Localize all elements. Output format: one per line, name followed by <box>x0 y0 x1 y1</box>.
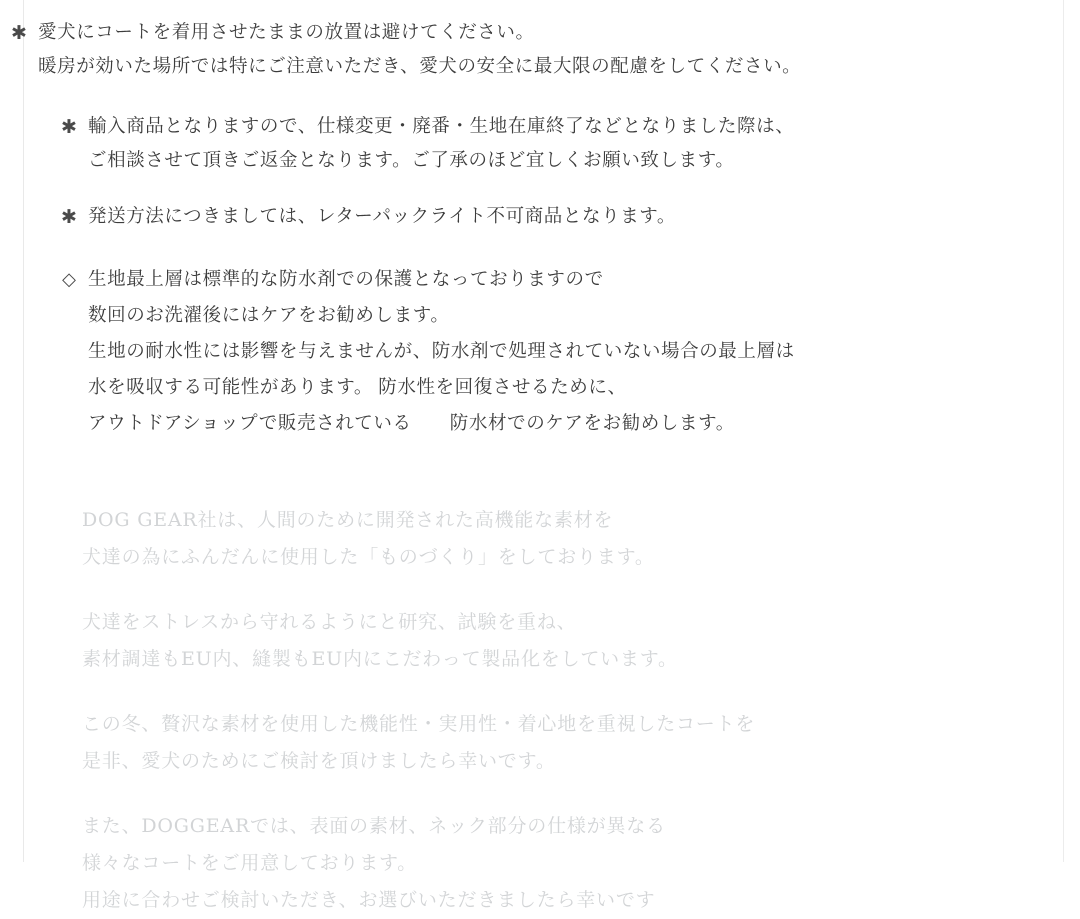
brand-line: 犬達の為にふんだんに使用した「ものづくり」をしております。 <box>82 546 655 568</box>
care-note-line: 生地最上層は標準的な防水剤での保護となっておりますので <box>88 270 604 290</box>
care-note <box>0 262 1080 442</box>
care-note-line: 水を吸収する可能性があります。 防水性を回復させるために、 <box>88 378 627 398</box>
notice-item <box>0 200 1080 234</box>
brand-line: DOG GEAR社は、人間のために開発された高機能な素材を <box>82 509 614 531</box>
brand-line: この冬、贅沢な素材を使用した機能性・実用性・着心地を重視したコートを <box>82 713 756 735</box>
notice-text <box>88 110 794 178</box>
notice-item <box>0 110 1080 178</box>
brand-paragraph <box>82 604 1080 678</box>
asterisk-icon: ✱ <box>61 116 77 138</box>
care-note-line: アウトドアショップで販売されている 防水材でのケアをお勧めします。 <box>88 414 735 434</box>
notice-line: 愛犬にコートを着用させたままの放置は避けてください。 <box>38 22 535 43</box>
care-note-line: 生地の耐水性には影響を与えませんが、防水剤で処理されていない場合の最上層は <box>88 342 795 362</box>
notice-text <box>38 16 801 84</box>
brand-paragraph <box>82 502 1080 576</box>
asterisk-icon: ✱ <box>11 22 27 44</box>
notice-list <box>0 16 1080 234</box>
notice-line: 発送方法につきましては、レターパックライト不可商品となります。 <box>88 206 677 227</box>
asterisk-icon: ✱ <box>61 206 77 228</box>
brand-line: 様々なコートをご用意しております。 <box>82 852 418 874</box>
brand-line: 犬達をストレスから守れるようにと研究、試験を重ね、 <box>82 611 577 633</box>
brand-paragraph <box>82 706 1080 780</box>
care-note-text <box>88 262 795 442</box>
brand-paragraph <box>82 808 1080 919</box>
brand-line: 用途に合わせご検討いただき、お選びいただきましたら幸いです <box>82 889 656 911</box>
diamond-icon: ◇ <box>62 269 76 290</box>
brand-line: 是非、愛犬のためにご検討を頂けましたら幸いです。 <box>82 750 556 772</box>
notice-item <box>0 16 1080 84</box>
notice-line: 輸入商品となりますので、仕様変更・廃番・生地在庫終了などとなりました際は、 <box>88 116 795 137</box>
notice-text <box>88 200 676 234</box>
notice-line: ご相談させて頂きご返金となります。ご了承のほど宜しくお願い致します。 <box>88 150 735 171</box>
care-note-line: 数回のお洗濯後にはケアをお勧めします。 <box>88 306 450 326</box>
brand-line: また、DOGGEARでは、表面の素材、ネック部分の仕様が異なる <box>82 815 666 837</box>
brand-line: 素材調達もEU内、縫製もEU内にこだわって製品化をしています。 <box>82 648 678 670</box>
notice-line: 暖房が効いた場所では特にご注意いただき、愛犬の安全に最大限の配慮をしてください。 <box>38 56 802 77</box>
brand-message <box>0 502 1080 919</box>
